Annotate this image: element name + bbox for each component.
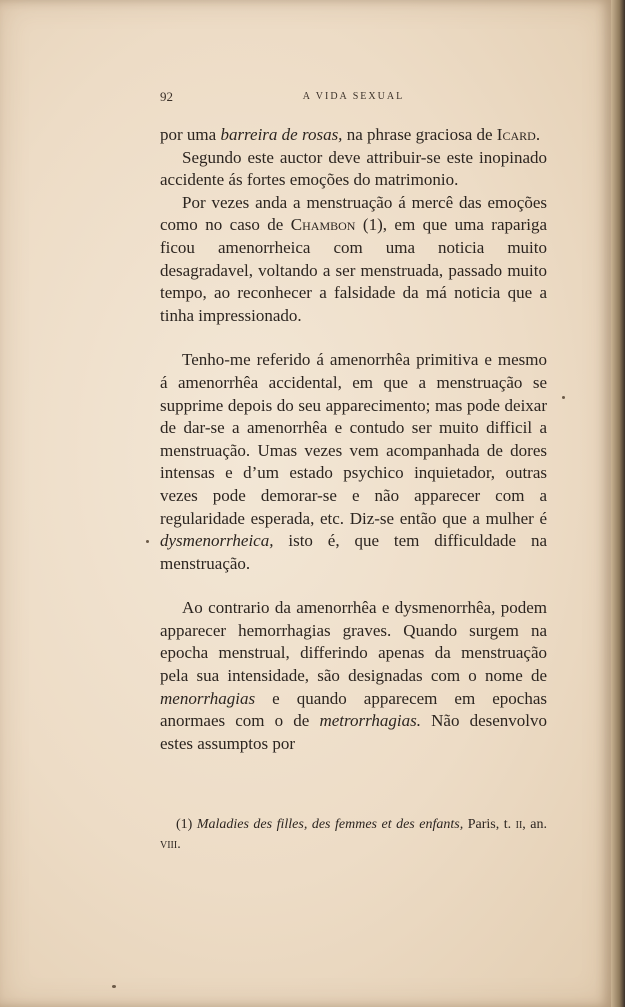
ink-speck [146, 540, 149, 543]
text-run: . [177, 837, 181, 852]
italic-text: dysmenorrheica, [160, 531, 274, 551]
ink-speck [112, 985, 116, 988]
author-name: Icard [496, 125, 536, 144]
text-run: Segundo este auctor deve attribuir-se este inopinado accidente ás fortes emoções do matrimonio. [160, 147, 547, 190]
text-run: Por vezes anda a menstruação á mercê das emoções como no caso de [160, 192, 547, 235]
paragraph [160, 349, 547, 575]
text-run: e quando apparecem em epochas anormaes com o de [160, 688, 547, 731]
author-name: viii [160, 837, 178, 852]
footnote-text [160, 815, 547, 855]
page-header [160, 89, 547, 109]
italic-text: barreira de rosas, [220, 125, 343, 144]
page-edge [611, 0, 625, 1007]
italic-text: metrorrhagias. [319, 711, 421, 731]
page-number: 92 [160, 89, 173, 104]
paragraph [160, 147, 547, 192]
author-name: Chambon [290, 215, 356, 235]
running-title: A VIDA SEXUAL [302, 91, 405, 102]
paragraph [160, 192, 547, 328]
text-run: Tenho-me referido á amenorrhêa primitiva e mesmo á amenorrhêa accidental, em que a menstruação se supprime depois do seu apparecimento; mas pode deixar de dar-se a amenorrhêa e contudo ser muito difficil a menstruação. Umas vezes vem acompanhada de dores intensas e d’um estado psychico inquietador, outras vezes pode demorar-se e não apparecer com a regularidade esperada, etc. Diz-se então que a mulher é [160, 350, 547, 528]
footnote [160, 815, 547, 855]
text-run: Paris, t. [463, 817, 516, 832]
text-run: (1) [176, 817, 197, 832]
ink-speck [562, 396, 565, 399]
paragraph [160, 597, 547, 755]
text-run: . [535, 125, 541, 144]
text-run: Não desenvolvo estes assumptos por [160, 711, 547, 753]
text-run: por uma [160, 125, 221, 144]
paragraph [160, 124, 547, 147]
italic-text: Maladies des filles, des femmes et des enfants, [196, 817, 464, 832]
body-text [160, 124, 547, 755]
text-run: isto é, que tem difficuldade na menstruação. [160, 531, 547, 573]
author-name: ii [515, 817, 523, 832]
text-run: (1), em que uma rapariga ficou amenorrheica com uma noticia muito desagradavel, voltando a ser menstruada, passado muito tempo, ao reconhecer a falsidade da má noticia que a tinha impressionado. [160, 215, 547, 325]
text-run: , an. [522, 817, 547, 832]
italic-text: menorrhagias [160, 688, 256, 708]
text-run: Ao contrario da amenorrhêa e dysmenorrhêa, podem apparecer hemorrhagias graves. Quando surgem na epocha menstrual, differindo apenas da menstruação pela sua intensidade, são designadas com o nome de [160, 598, 547, 686]
text-run: na phrase graciosa de [342, 125, 497, 144]
